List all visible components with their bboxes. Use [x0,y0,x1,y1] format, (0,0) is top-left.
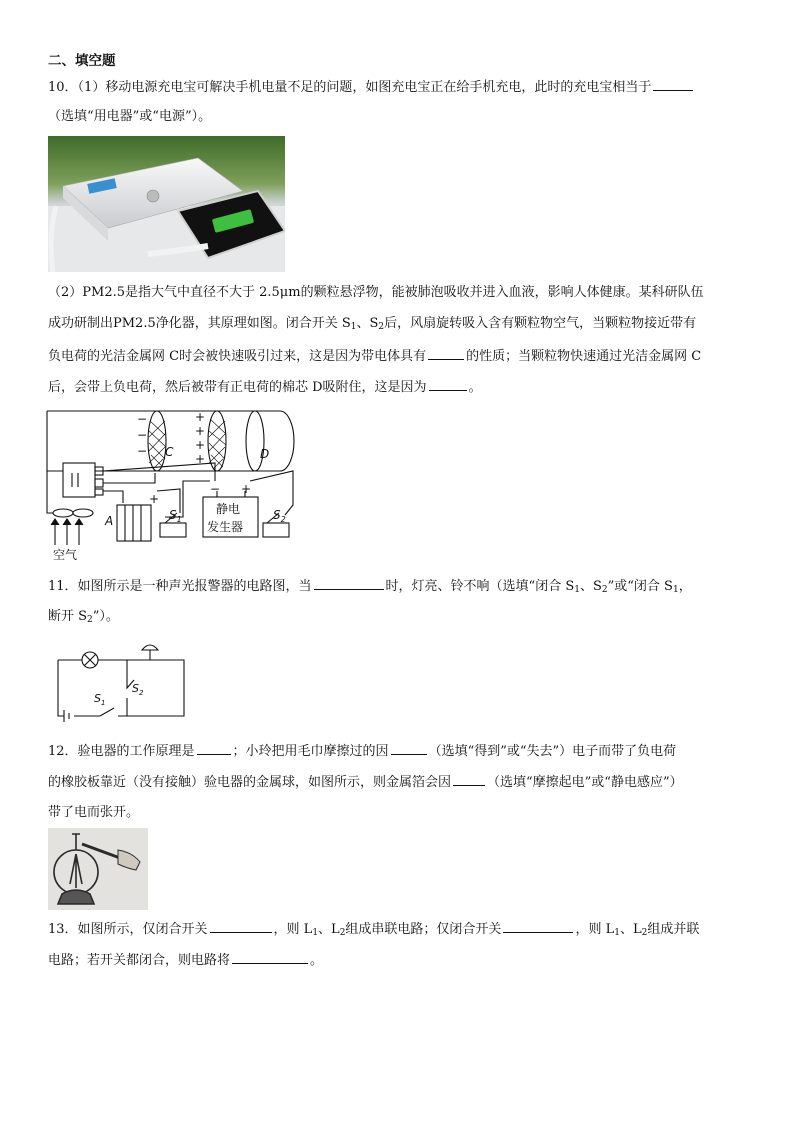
answer-blank[interactable] [391,742,427,755]
label-S1: $S_1$ [169,508,182,524]
label-C: C [165,445,174,459]
q12-line2: 的橡胶板靠近（没有接触）验电器的金属球，如图所示，则金属箔会因 （选填“摩擦起电”或“静电感应”） [48,775,683,790]
q10-part2-line2: 成功研制出PM2.5净化器，其原理如图。闭合开关 $S_1$、$S_2$后，风扇旋转吸入含有颗粒物空气，当颗粒物接近带有 [48,316,697,332]
charge-plus: + [195,438,206,452]
q10-part2-line4: 后，会带上负电荷，然后被带有正电荷的棉芯 D吸附住，这是因为 。 [48,380,482,395]
answer-blank[interactable] [197,742,231,755]
label-D: D [260,447,270,461]
answer-blank[interactable] [453,773,485,786]
q10-part1-line2: （选填“用电器”或“电源”）。 [48,109,212,124]
label-S1: $S_1$ [94,692,106,707]
answer-blank[interactable] [503,920,573,933]
answer-blank[interactable] [314,577,384,590]
q11-line2: 断开 $S_2$”）。 [48,609,119,625]
q13-line1: 13．如图所示，仅闭合开关 ，则 $L_1$、$L_2$组成串联电路；仅闭合开关 ，则 $L_1$、$L_2$组成并联 [48,922,700,938]
purifier-diagram [45,405,300,563]
q11-line1: 11．如图所示是一种声光报警器的电路图，当 时，灯亮、铃不响（选填“闭合 $S_1$、$S_2$”或“闭合 $S_1$， [48,579,692,595]
charge-minus: − [137,428,148,442]
label-S2: $S_2$ [273,508,286,524]
generator-label-line2: 发生器 [207,520,244,534]
q12-line1: 12．验电器的工作原理是 ；小玲把用毛巾摩擦过的因 （选填“得到”或“失去”）电子而带了负电荷 [48,744,677,759]
generator-plus: + [241,482,252,496]
q13-line2: 电路；若开关都闭合，则电路将 。 [48,953,324,968]
charge-minus: − [137,444,148,458]
answer-blank[interactable] [210,920,272,933]
q10-part2-line1: （2）PM2.5是指大气中直径不大于 2.5μm的颗粒悬浮物，能被肺泡吸收并进入血液，影响人体健康。某科研队伍 [48,285,704,300]
generator-label-line1: 静电 [216,502,241,516]
charge-plus: + [195,452,206,466]
label-A: A [105,514,114,528]
answer-blank[interactable] [232,951,308,964]
power-bank-photo [48,136,285,272]
charge-plus: + [195,424,206,438]
electroscope-photo [48,828,148,910]
answer-blank[interactable] [653,78,693,91]
charge-plus: + [195,410,206,424]
alarm-circuit-diagram [52,638,192,722]
battery-plus: + [149,492,160,506]
charge-minus: − [137,412,148,426]
air-label: 空气 [53,548,78,562]
q10-part1-line1: 10．（1）移动电源充电宝可解决手机电量不足的问题，如图充电宝正在给手机充电，此时的充电宝相当于 [48,78,695,97]
generator-minus: − [210,482,221,496]
section-title: 二、填空题 [48,53,116,69]
q10-part2-line3: 负电荷的光洁金属网 C时会被快速吸引过来，这是因为带电体具有 的性质；当颗粒物快速通过光洁金属网 C [48,349,702,364]
label-S2: $S_2$ [132,682,144,697]
answer-blank[interactable] [428,347,464,360]
q12-line3: 带了电而张开。 [48,805,140,820]
answer-blank[interactable] [429,378,467,391]
